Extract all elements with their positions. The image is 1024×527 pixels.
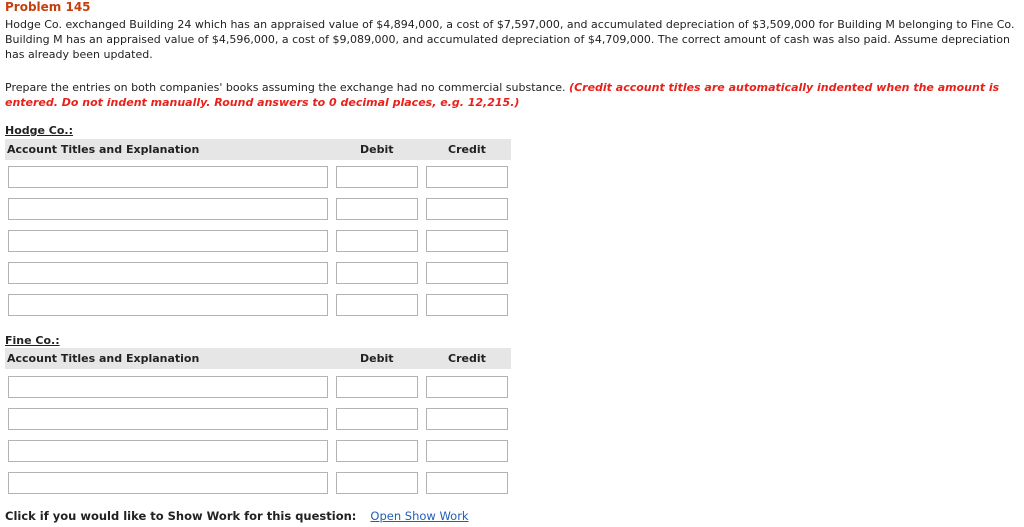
journal-row: [5, 230, 511, 254]
account-column-header: Account Titles and Explanation: [7, 143, 200, 156]
open-show-work-link[interactable]: Open Show Work: [370, 509, 469, 523]
account-title-input[interactable]: [8, 166, 328, 188]
problem-instructions: [5, 80, 1017, 110]
credit-amount-input[interactable]: [426, 376, 508, 398]
hodge-table-header: [5, 139, 511, 160]
credit-amount-input[interactable]: [426, 472, 508, 494]
account-column-header: Account Titles and Explanation: [7, 352, 200, 365]
account-title-input[interactable]: [8, 294, 328, 316]
fine-company-label: Fine Co.:: [5, 334, 60, 347]
account-title-input[interactable]: [8, 472, 328, 494]
journal-row: [5, 198, 511, 222]
account-title-input[interactable]: [8, 408, 328, 430]
debit-amount-input[interactable]: [336, 198, 418, 220]
show-work-prompt: [5, 509, 469, 523]
credit-amount-input[interactable]: [426, 440, 508, 462]
account-title-input[interactable]: [8, 230, 328, 252]
instruction-text: Prepare the entries on both companies' books assuming the exchange had no commercial substance.: [5, 81, 566, 94]
debit-amount-input[interactable]: [336, 230, 418, 252]
fine-table-header: [5, 348, 511, 369]
credit-amount-input[interactable]: [426, 408, 508, 430]
credit-amount-input[interactable]: [426, 262, 508, 284]
debit-amount-input[interactable]: [336, 440, 418, 462]
journal-row: [5, 472, 511, 496]
account-title-input[interactable]: [8, 376, 328, 398]
debit-column-header: Debit: [360, 143, 394, 156]
credit-amount-input[interactable]: [426, 294, 508, 316]
instruction-note: (Credit account titles are automatically indented when the amount is entered. Do not indent manually. Round answers to 0 decimal places, e.g. 12,215.): [5, 81, 1000, 109]
debit-column-header: Debit: [360, 352, 394, 365]
account-title-input[interactable]: [8, 198, 328, 220]
debit-amount-input[interactable]: [336, 408, 418, 430]
hodge-company-label: Hodge Co.:: [5, 124, 74, 137]
journal-row: [5, 440, 511, 464]
debit-amount-input[interactable]: [336, 166, 418, 188]
credit-column-header: Credit: [448, 352, 486, 365]
debit-amount-input[interactable]: [336, 262, 418, 284]
credit-amount-input[interactable]: [426, 198, 508, 220]
debit-amount-input[interactable]: [336, 376, 418, 398]
problem-statement: Hodge Co. exchanged Building 24 which has an appraised value of $4,894,000, a cost of $7,597,000, and accumulated depreciation of $3,509,000 for Building M belonging to Fine Co. Building M has an appraised value of $4,596,000, a cost of $9,089,000, and accumulated depreciation of $4,709,000. The correct amount of cash was also paid. Assume depreciation has already been updated.: [5, 18, 1015, 61]
problem-title: Problem 145: [5, 0, 91, 14]
account-title-input[interactable]: [8, 440, 328, 462]
journal-row: [5, 166, 511, 190]
credit-amount-input[interactable]: [426, 230, 508, 252]
journal-row: [5, 294, 511, 318]
journal-row: [5, 376, 511, 400]
account-title-input[interactable]: [8, 262, 328, 284]
debit-amount-input[interactable]: [336, 294, 418, 316]
journal-row: [5, 262, 511, 286]
journal-row: [5, 408, 511, 432]
show-work-label: Click if you would like to Show Work for this question:: [5, 509, 357, 523]
credit-column-header: Credit: [448, 143, 486, 156]
credit-amount-input[interactable]: [426, 166, 508, 188]
debit-amount-input[interactable]: [336, 472, 418, 494]
